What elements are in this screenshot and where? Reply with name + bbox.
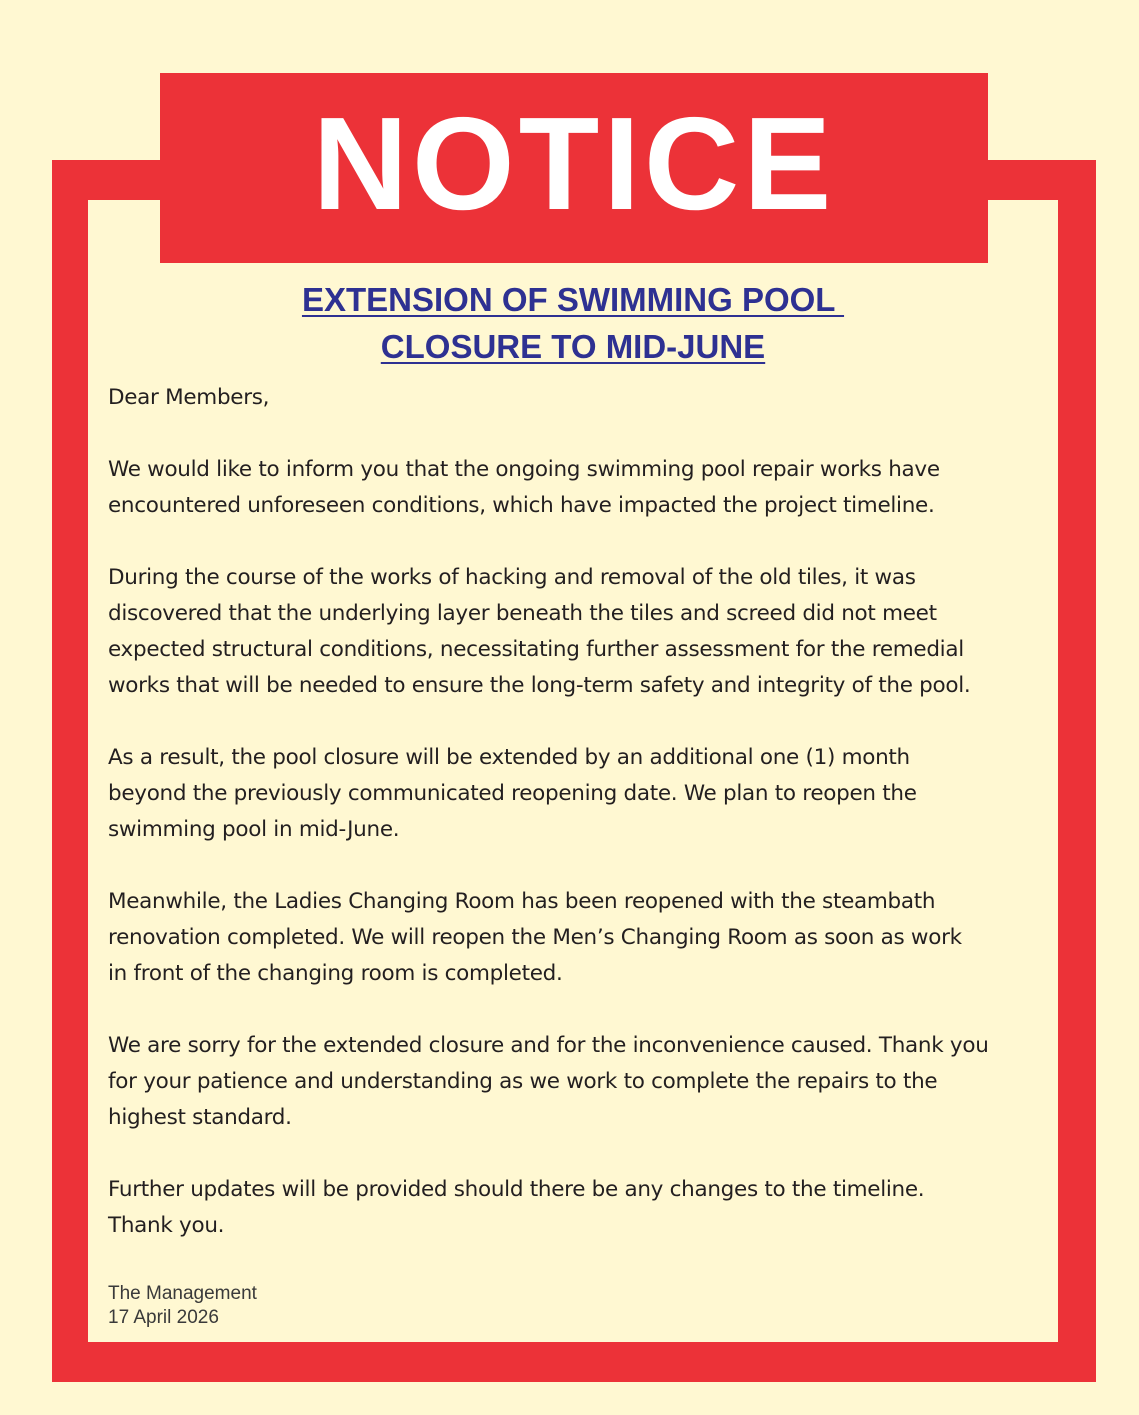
paragraph-timeline bbox=[108, 452, 1053, 524]
text-line: renovation completed. We will reopen the Men’s Changing Room as soon as work bbox=[108, 925, 962, 950]
text-line: We are sorry for the extended closure and for the inconvenience caused. Thank you bbox=[108, 1033, 989, 1058]
text-line: expected structural conditions, necessitating further assessment for the remedial bbox=[108, 637, 964, 662]
paragraph-apology bbox=[108, 1028, 1053, 1136]
headline-line-2: CLOSURE TO MID-JUNE bbox=[380, 328, 766, 365]
headline-line-1: EXTENSION OF SWIMMING POOL bbox=[301, 281, 845, 318]
signature: The Management bbox=[108, 1283, 257, 1304]
text-line: During the course of the works of hacking and removal of the old tiles, it was bbox=[108, 565, 916, 590]
notice-date: 17 April 2026 bbox=[108, 1307, 219, 1328]
text-line: discovered that the underlying layer beneath the tiles and screed did not meet bbox=[108, 601, 937, 626]
text-line: in front of the changing room is completed. bbox=[108, 961, 563, 986]
headline bbox=[88, 276, 1058, 370]
text-line: encountered unforeseen conditions, which have impacted the project timeline. bbox=[108, 493, 935, 518]
paragraph-updates bbox=[108, 1172, 1053, 1244]
text-line: works that will be needed to ensure the long-term safety and integrity of the pool. bbox=[108, 673, 971, 698]
paragraph-changing-rooms bbox=[108, 884, 1053, 992]
signoff bbox=[108, 1282, 257, 1330]
paragraph-extension bbox=[108, 740, 1053, 848]
text-line: swimming pool in mid-June. bbox=[108, 817, 400, 842]
salutation: Dear Members, bbox=[108, 385, 270, 410]
text-line: beyond the previously communicated reopening date. We plan to reopen the bbox=[108, 781, 917, 806]
text-line: highest standard. bbox=[108, 1105, 292, 1130]
text-line: We would like to inform you that the ongoing swimming pool repair works have bbox=[108, 457, 940, 482]
letter-body bbox=[108, 380, 1053, 1280]
text-line: Thank you. bbox=[108, 1213, 225, 1238]
text-line: Meanwhile, the Ladies Changing Room has been reopened with the steambath bbox=[108, 889, 936, 914]
text-line: As a result, the pool closure will be extended by an additional one (1) month bbox=[108, 745, 910, 770]
paragraph-discovery bbox=[108, 560, 1053, 704]
text-line: for your patience and understanding as we work to complete the repairs to the bbox=[108, 1069, 938, 1094]
text-line: Further updates will be provided should there be any changes to the timeline. bbox=[108, 1177, 925, 1202]
notice-banner bbox=[160, 73, 988, 263]
banner-title: NOTICE bbox=[312, 90, 836, 237]
